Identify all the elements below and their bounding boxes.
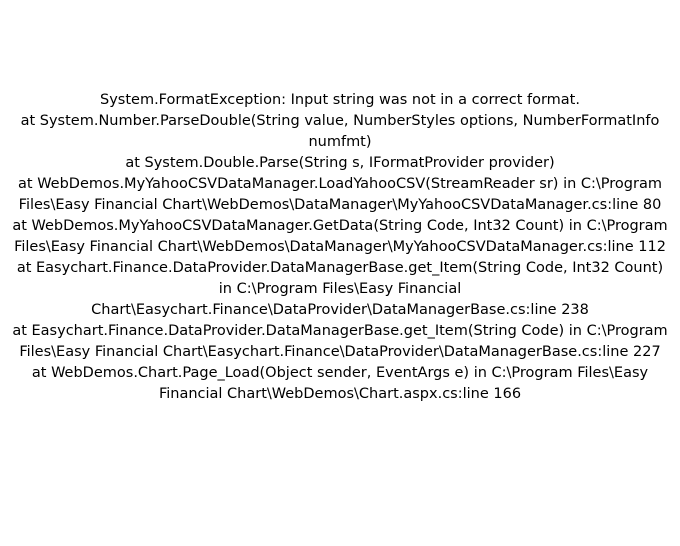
stack-frame: at WebDemos.Chart.Page_Load(Object sender, EventArgs e) in C:\Program Files\Easy Financial Chart\WebDemos\Chart.aspx.cs:line 166	[31, 365, 649, 402]
stack-frame: at WebDemos.MyYahooCSVDataManager.LoadYahooCSV(StreamReader sr) in C:\Program Files\Easy Financial Chart\WebDemos\DataManager\MyYahooCSVDataManager.cs:line 80	[18, 176, 662, 213]
exception-message: System.FormatException: Input string was not in a correct format.	[100, 92, 580, 108]
stack-frame: at WebDemos.MyYahooCSVDataManager.GetData(String Code, Int32 Count) in C:\Program Files\Easy Financial Chart\WebDemos\DataManager\MyYahooCSVDataManager.cs:line 112	[12, 218, 668, 255]
stack-frame: at Easychart.Finance.DataProvider.DataManagerBase.get_Item(String Code, Int32 Count) in C:\Program Files\Easy Financial Chart\Easychart.Finance\DataProvider\DataManagerBase.cs:line 238	[16, 260, 664, 318]
stack-frame: at System.Number.ParseDouble(String value, NumberStyles options, NumberFormatInfo numfmt)	[20, 113, 660, 150]
stack-frame: at Easychart.Finance.DataProvider.DataManagerBase.get_Item(String Code) in C:\Program Files\Easy Financial Chart\Easychart.Finance\DataProvider\DataManagerBase.cs:line 227	[12, 323, 668, 360]
stack-frame: at System.Double.Parse(String s, IFormatProvider provider)	[125, 155, 555, 171]
exception-stack-trace	[0, 90, 680, 405]
